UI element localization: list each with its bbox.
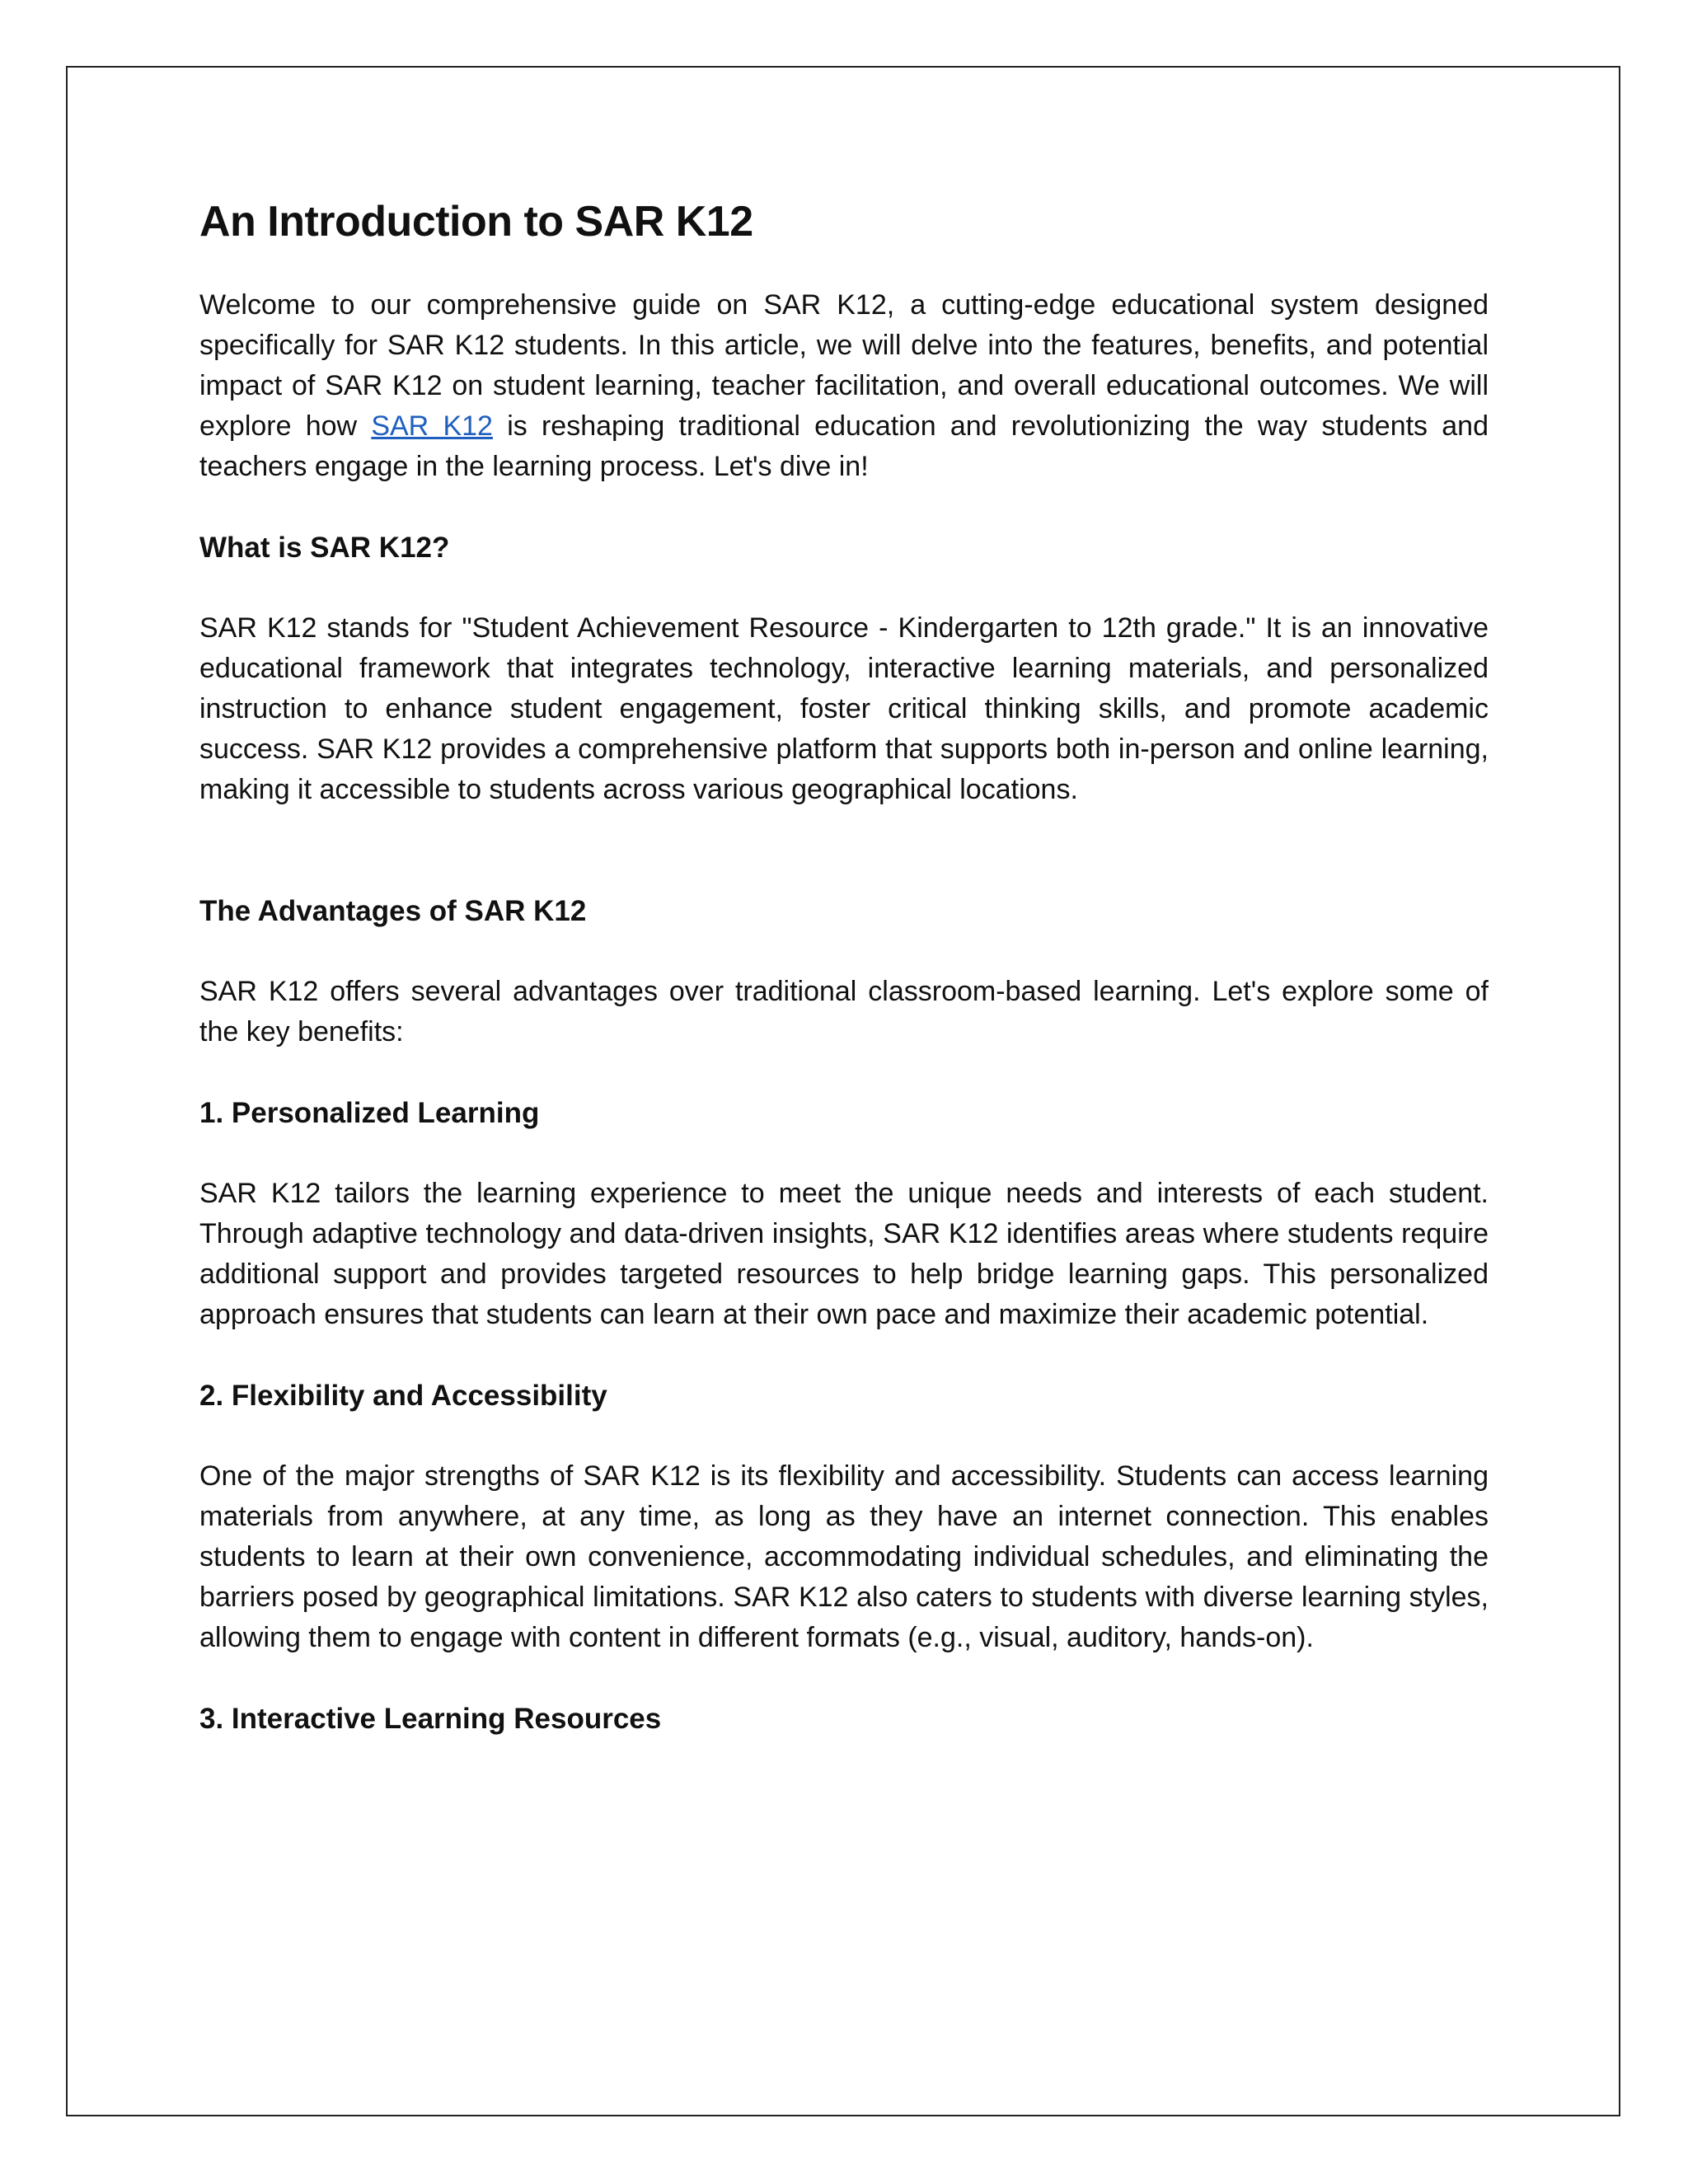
spacer bbox=[199, 810, 1489, 891]
spacer bbox=[199, 487, 1489, 527]
article-content bbox=[199, 196, 1489, 1739]
page-title: An Introduction to SAR K12 bbox=[199, 198, 753, 246]
heading-what-is: What is SAR K12? bbox=[199, 532, 450, 565]
paragraph-flexibility: One of the major strengths of SAR K12 is its flexibility and accessibility. Students can access learning materials from anywhere, at any time, as long as they have an internet connection. This enables students to learn at their own convenience, accommodating individual schedules, and eliminating the barriers posed by geographical limitations. SAR K12 also caters to students with diverse learning styles, allowing them to engage with content in different formats (e.g., visual, auditory, hands-on). bbox=[199, 1460, 1489, 1654]
spacer bbox=[199, 1658, 1489, 1699]
intro-text-after-link: is reshaping traditional education and revolutionizing the way students and teachers engage in the learning process. Let's dive in! bbox=[199, 410, 1489, 483]
heading-flexibility: 2. Flexibility and Accessibility bbox=[199, 1380, 607, 1413]
intro-text-before-link: Welcome to our comprehensive guide on SAR K12, a cutting-edge educational system designed specifically for SAR K12 students. In this article, we will delve into the features, benefits, and potential impact of SAR K12 on student learning, teacher facilitation, and overall educational outcomes. We will explore how bbox=[199, 289, 1489, 443]
heading-advantages: The Advantages of SAR K12 bbox=[199, 895, 587, 928]
spacer bbox=[199, 931, 1489, 972]
spacer bbox=[199, 1335, 1489, 1376]
spacer bbox=[199, 1052, 1489, 1093]
intro-paragraph bbox=[199, 285, 1489, 487]
heading-personalized-learning: 1. Personalized Learning bbox=[199, 1097, 540, 1130]
sar-k12-link[interactable]: SAR K12 bbox=[371, 410, 493, 443]
spacer bbox=[199, 1133, 1489, 1174]
spacer bbox=[199, 1416, 1489, 1456]
spacer bbox=[199, 568, 1489, 608]
paragraph-what-is: SAR K12 stands for "Student Achievement Resource - Kindergarten to 12th grade." It is an innovative educational framework that integrates technology, interactive learning materials, and personalized instruction to enhance student engagement, foster critical thinking skills, and promote academic success. SAR K12 provides a comprehensive platform that supports both in-person and online learning, making it accessible to students across various geographical locations. bbox=[199, 612, 1489, 806]
paragraph-advantages: SAR K12 offers several advantages over traditional classroom-based learning. Let's explore some of the key benefits: bbox=[199, 976, 1489, 1048]
paragraph-personalized-learning: SAR K12 tailors the learning experience to meet the unique needs and interests of each student. Through adaptive technology and data-driven insights, SAR K12 identifies areas where students require additional support and provides targeted resources to help bridge learning gaps. This personalized approach ensures that students can learn at their own pace and maximize their academic potential. bbox=[199, 1178, 1489, 1331]
heading-interactive-resources: 3. Interactive Learning Resources bbox=[199, 1703, 662, 1736]
